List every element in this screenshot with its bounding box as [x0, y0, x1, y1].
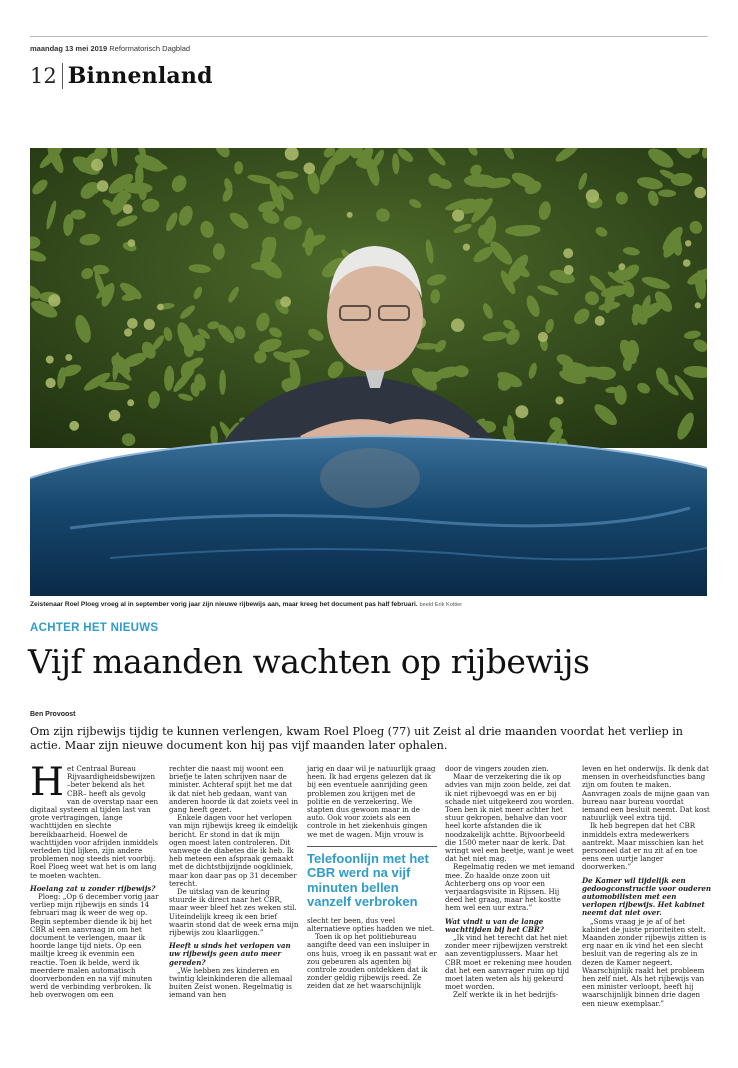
body-paragraph: „We hebben zes kinderen en twintig kleinkinderen die allemaal buiten Zeist wonen. Regelmatig is iemand van hen: [169, 965, 293, 1000]
body-paragraph: „Ik vind het terecht dat het niet zonder meer rijbewijzen verstrekt aan zeventigplussers. Maar het CBR moet er rekening mee houden dat het een aanvrager ruim op tijd moet laten weten als hij gekeurd moet worden.: [445, 933, 572, 992]
body-paragraph: Ploeg: „Op 6 december vorig jaar verliep mijn rijbewijs en sinds 14 februari mag ik weer de weg op. Begin september diende ik bij het CBR al een aanvraag in om het document te verlengen, maar ik hoorde lange tijd niets. Op een mailtje kreeg ik evenmin een reactie. Toen ik belde, werd ik meerdere malen automatisch doorverbonden en na vijf minuten werd de verbinding verbroken. Ik heb overwogen om een: [30, 892, 159, 1000]
body-paragraph: door de vingers zouden zien.: [445, 764, 549, 773]
body-paragraph: slecht ter been, dus veel alternatieve opties hadden we niet.: [307, 915, 435, 934]
interview-question: Wat vindt u van de lange wachttijden bij het CBR?: [445, 916, 544, 934]
paper-name: Reformatorisch Dagblad: [109, 44, 191, 53]
caption-text: Zeistenaar Roel Ploeg vroeg al in september vorig jaar zijn nieuwe rijbewijs aan, maar kreeg het document pas half februari.: [30, 601, 418, 608]
photo-illustration: [30, 148, 707, 596]
body-paragraph: „Soms vraag je je af of het kabinet de juiste prioriteiten stelt. Maanden zonder rijbewijs zitten is erg naar en ik vind het een slecht besluit van de regering als ze in dezen de Kamer negeert. Waarschijnlijk raakt het probleem hen zelf niet. Als het rijbewijs van een minister verloopt, heeft hij waarschijnlijk binnen drie dagen een nieuw exemplaar.”: [582, 916, 707, 1008]
dateline: [30, 44, 190, 53]
intro-paragraph: Om zijn rijbewijs tijdig te kunnen verlengen, kwam Roel Ploeg (77) uit Zeist al drie maanden voordat het verliep in actie. Maar zijn nieuwe document kon hij pas vijf maanden later ophalen.: [30, 725, 684, 753]
top-rule: [30, 36, 708, 37]
photo-credit: beeld Erik Kottier: [419, 602, 463, 608]
body-paragraph: De uitslag van de keuring stuurde ik direct naar het CBR, maar weer bleef het zes weken stil. Uiteindelijk kreeg ik een brief waarin stond dat de week erna mijn rijbewijs zou klaarliggen.”: [169, 887, 299, 938]
body-paragraph: Zelf werkte ik in het bedrijfs-: [453, 990, 559, 1000]
column-2: [169, 765, 299, 1000]
body-paragraph: leven en het onderwijs. Ik denk dat mensen in overheidsfuncties bang zijn om fouten te maken. Aanvragen zoals de mijne gaan van bureau naar bureau voordat iemand een besluit neemt. Dat kost natuurlijk veel extra tijd.: [582, 764, 710, 823]
pull-quote: Telefoonlijn met het CBR werd na vijf minuten bellen vanzelf verbroken: [307, 846, 437, 910]
column-1: [30, 760, 160, 1000]
body-paragraph: rechter die naast mij woont een briefje te laten schrijven naar de minister. Achteraf spijt het me dat ik dat niet heb gedaan, want van anderen hoorde ik dat zoiets veel in gang heeft gezet.: [169, 764, 299, 815]
page-number: 12: [30, 63, 63, 89]
interview-question: Hoelang zat u zonder rijbewijs?: [30, 883, 156, 893]
body-paragraph: Toen ik op het politiebureau aangifte deed van een insluiper in ons huis, vroeg ik en passant wat er zou gebeuren als agenten bij controle zouden ontdekken dat ik zonder geldig rijbewijs reed. Ze zeiden dat ze het waarschijnlijk: [307, 932, 437, 991]
section-header: [30, 60, 213, 92]
section-title: Binnenland: [67, 63, 213, 89]
body-paragraph: et Centraal Bureau Rijvaardigheidsbewijzen –beter bekend als het CBR– heeft als gevolg van de overstap naar een digitaal systeem al tijden last van grote vertragingen, lange wachttijden en slechte bereikbaarheid. Hoewel de wachttijden voor afrijden inmiddels verleden tijd lijken, zijn andere problemen nog steeds niet voorbij. Roel Ploeg weet wat het is om lang te moeten wachten.: [30, 764, 159, 880]
interview-question: Heeft u sinds het verlopen van uw rijbewijs geen auto meer gereden?: [169, 941, 291, 967]
drop-cap: H: [30, 760, 65, 805]
body-paragraph: Regelmatig reden we met iemand mee. Zo haalde onze zoon uit Achterberg ons op voor een verjaardagsvisite in Rijssen. Hij deed het graag, maar het kostte hem wel een uur extra.”: [445, 862, 575, 913]
body-paragraph: jarig en daar wil je natuurlijk graag heen. Ik had ergens gelezen dat ik bij een eventuele aanrijding geen problemen zou krijgen met de politie en de verzekering. We stapten dus gewoon maar in de auto. Ook voor zoiets als een controle in het ziekenhuis gingen we met de wagen. Mijn vrouw is: [307, 764, 436, 839]
column-3: [307, 765, 437, 991]
issue-date: maandag 13 mei 2019: [30, 44, 108, 53]
body-paragraph: Enkele dagen voor het verlopen van mijn rijbewijs kreeg ik eindelijk bericht. Er stond in dat ik mijn ogen moest laten controleren. Dit vanwege de diabetes die ik heb. Ik heb meteen een afspraak gemaakt met de dichtstbijzijnde oogkliniek, maar kon daar pas op 31 december terecht.: [169, 813, 298, 888]
body-paragraph: Ik heb begrepen dat het CBR inmiddels extra medewerkers aantrekt. Maar misschien kan het personeel dat er nu zit af en toe eens een uurtje langer doorwerken.”: [582, 821, 704, 872]
body-paragraph: Maar de verzekering die ik op advies van mijn zoon belde, zei dat ik niet rijbevoegd was en er bij schade niet uitgekeerd zou worden. Toen ben ik niet meer achter het stuur gekropen, behalve dan voor heel korte afstanden die ik noodzakelijk achtte. Bijvoorbeeld die 1500 meter naar de kerk. Dat wringt wel een beetje, want je weet dat het niet mag.: [445, 772, 574, 864]
headline: Vijf maanden wachten op rijbewijs: [28, 642, 590, 681]
kicker: ACHTER HET NIEUWS: [30, 622, 159, 634]
photo-caption: [30, 601, 462, 608]
column-4: [445, 765, 575, 1000]
column-5: [582, 765, 712, 1008]
byline: Ben Provoost: [30, 711, 76, 718]
interview-question: De Kamer wil tijdelijk een gedoogconstructie voor ouderen automobilisten met een verlopen rijbewijs. Het kabinet neemt dat niet over.: [582, 875, 712, 918]
article-photo: [30, 148, 707, 596]
